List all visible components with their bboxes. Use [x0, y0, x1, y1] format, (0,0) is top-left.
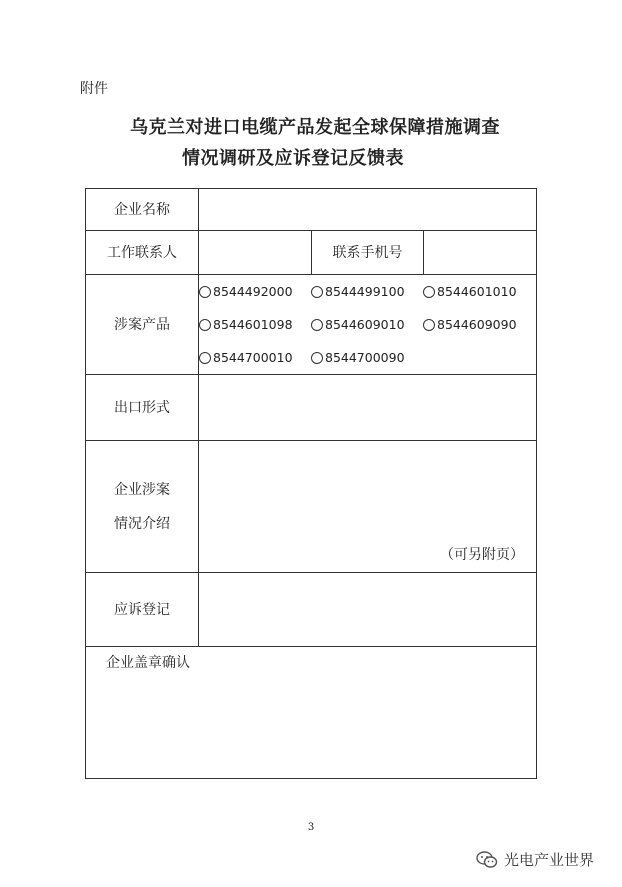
document-subtitle: 情况调研及应诉登记反馈表 — [182, 148, 404, 169]
case-label — [86, 441, 199, 573]
watermark-text: 光电产业世界 — [503, 851, 594, 869]
radio-circle-icon[interactable] — [199, 286, 211, 298]
contact-row — [86, 231, 537, 275]
radio-circle-icon[interactable] — [311, 352, 323, 364]
export-field[interactable] — [199, 375, 537, 441]
radio-circle-icon[interactable] — [199, 352, 211, 364]
product-code: 8544492000 — [213, 284, 293, 299]
product-option[interactable] — [311, 284, 423, 299]
phone-field[interactable] — [424, 231, 537, 275]
company-name-row — [86, 189, 537, 231]
product-option-row — [199, 341, 536, 374]
case-label-line2: 情况介绍 — [114, 515, 170, 532]
radio-circle-icon[interactable] — [423, 286, 435, 298]
seal-row — [86, 647, 537, 779]
contact-field[interactable] — [199, 231, 312, 275]
product-code: 8544700090 — [325, 350, 405, 365]
product-code: 8544700010 — [213, 350, 293, 365]
respond-row — [86, 573, 537, 647]
product-option[interactable] — [199, 317, 311, 332]
case-row — [86, 441, 537, 573]
contact-label: 工作联系人 — [86, 231, 199, 275]
export-label: 出口形式 — [86, 375, 199, 441]
product-option[interactable] — [423, 317, 535, 332]
phone-label: 联系手机号 — [312, 231, 424, 275]
product-code: 8544609010 — [325, 317, 405, 332]
product-option-row — [199, 275, 536, 308]
attach-page-note: （可另附页） — [440, 547, 525, 563]
product-option[interactable] — [199, 284, 311, 299]
feedback-form-table — [85, 188, 537, 779]
respond-label: 应诉登记 — [86, 573, 199, 647]
product-code: 8544499100 — [325, 284, 405, 299]
product-code: 8544609090 — [437, 317, 517, 332]
radio-circle-icon[interactable] — [199, 319, 211, 331]
company-name-label: 企业名称 — [86, 189, 199, 231]
products-options — [199, 275, 537, 375]
seal-field[interactable] — [86, 647, 537, 779]
watermark — [476, 849, 594, 870]
export-row — [86, 375, 537, 441]
product-option[interactable] — [199, 350, 311, 365]
product-option-row — [199, 308, 536, 341]
respond-field[interactable] — [199, 573, 537, 647]
attachment-label: 附件 — [80, 81, 108, 97]
radio-circle-icon[interactable] — [311, 286, 323, 298]
radio-circle-icon[interactable] — [311, 319, 323, 331]
radio-circle-icon[interactable] — [423, 319, 435, 331]
document-title: 乌克兰对进口电缆产品发起全球保障措施调查 — [130, 117, 500, 138]
products-label: 涉案产品 — [86, 275, 199, 375]
case-label-line1: 企业涉案 — [114, 481, 170, 498]
product-option[interactable] — [311, 350, 423, 365]
product-code: 8544601098 — [213, 317, 293, 332]
product-option[interactable] — [423, 284, 535, 299]
page-number: 3 — [307, 822, 315, 833]
company-name-field[interactable] — [199, 189, 537, 231]
products-row — [86, 275, 537, 375]
product-code: 8544601010 — [437, 284, 517, 299]
wechat-icon — [476, 851, 498, 869]
seal-label: 企业盖章确认 — [106, 655, 190, 671]
case-field[interactable] — [199, 441, 537, 573]
product-option[interactable] — [311, 317, 423, 332]
